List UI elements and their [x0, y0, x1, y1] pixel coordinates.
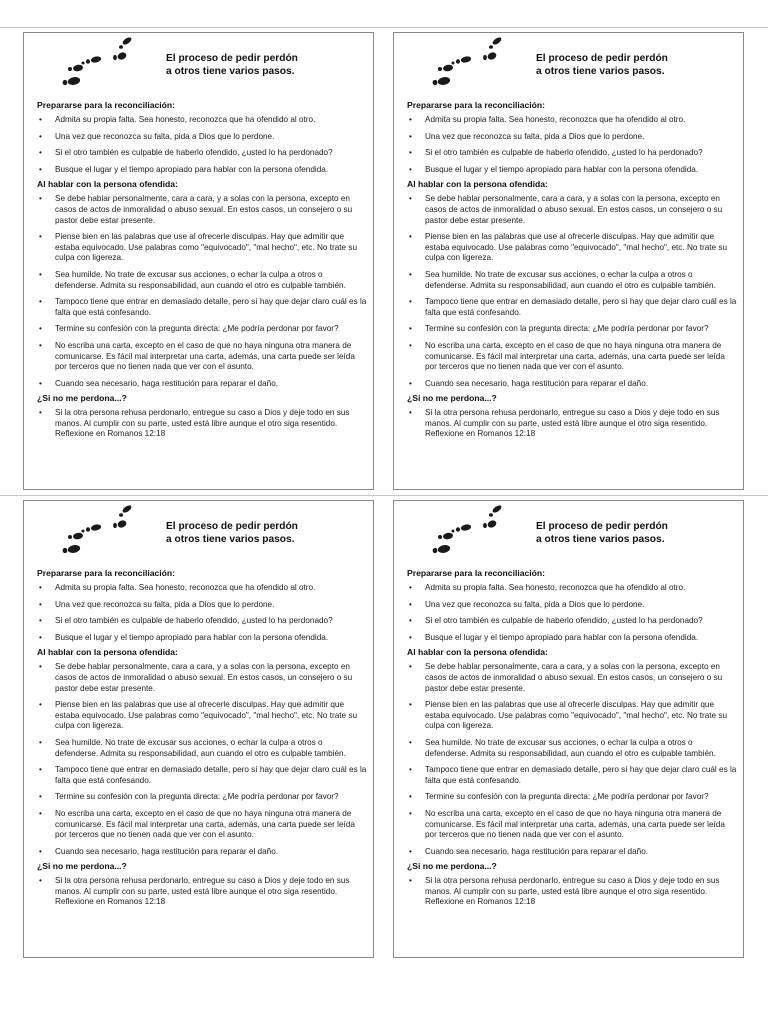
bullet: • [39, 148, 42, 158]
bullet: • [39, 297, 42, 307]
list-item: • Cuando sea necesario, haga restitución para reparar el daño. [39, 378, 279, 388]
pamphlet-card [23, 32, 374, 490]
section-heading: Al hablar con la persona ofendida: [37, 179, 178, 190]
bullet: • [39, 269, 42, 279]
bullet: • [39, 792, 42, 802]
bullet: • [409, 792, 412, 802]
section-heading: Prepararse para la reconciliación: [37, 100, 176, 110]
bullet: • [39, 115, 42, 124]
bullet: • [39, 846, 42, 856]
bullet-list [37, 194, 367, 389]
list-item: • Si la otra persona rehusa perdonarlo, entregue su caso a Dios y deje todo en sus manos. Al cumplir con su parte, usted está libre aunque el otro siga resentido. Reflexione en Romanos 12:18 [39, 408, 350, 439]
list-item: • Cuando sea necesario, haga restitución para reparar el daño. [409, 846, 649, 856]
list-item: • Cuando sea necesario, haga restitución para reparar el daño. [39, 846, 279, 856]
bullet: • [39, 378, 42, 388]
list-item: • Tampoco tiene que entrar en demasiado detalle, pero sí hay que dejar claro cuál es la falta que está confesando. [409, 765, 737, 785]
cut-line-middle [0, 495, 768, 496]
list-item: • Admita su propia falta. Sea honesto, reconozca que ha ofendido al otro. [39, 583, 316, 592]
bullet: • [39, 662, 42, 672]
bullet-list [37, 408, 367, 440]
list-item: • Piense bien en las palabras que use al ofrecerle disculpas. Hay que admitir que estaba equivocado. Use palabras como "equivocado", "mal hecho", etc. No trate su culpa con ligereza. [409, 232, 727, 263]
list-item: • Se debe hablar personalmente, cara a cara, y a solas con la persona, excepto en casos de actos de inmoralidad o abuso sexual. En estos casos, un consejero o su pastor debe estar presente. [409, 662, 723, 693]
list-item: • No escriba una carta, excepto en el caso de que no haya ninguna otra manera de comunicarse. Es fácil mal interpretar una carta, además, una carta puede ser leída por terceros que no tienen nada que ver con el asunto. [409, 808, 725, 840]
bullet-list [407, 876, 737, 908]
bullet: • [39, 340, 42, 350]
bullet: • [409, 340, 412, 350]
pamphlet-title: El proceso de pedir perdón a otros tiene varios pasos. [536, 521, 668, 545]
bullet-list [37, 662, 367, 857]
pamphlet-title: El proceso de pedir perdón a otros tiene varios pasos. [166, 521, 298, 545]
list-item: • Busque el lugar y el tiempo apropiado para hablar con la persona ofendida. [39, 164, 329, 174]
list-item: • Tampoco tiene que entrar en demasiado detalle, pero sí hay que dejar claro cuál es la falta que está confesando. [39, 765, 367, 785]
bullet: • [409, 131, 412, 141]
pamphlet-content [37, 568, 367, 914]
bullet: • [39, 131, 42, 141]
pamphlet-content [407, 100, 737, 446]
bullet: • [409, 765, 412, 775]
bullet: • [39, 194, 42, 204]
list-item: • Sea humilde. No trate de excusar sus acciones, o echar la culpa a otros o defenderse. Admita su responsabilidad, aun cuando el otro es culpable también. [409, 737, 716, 758]
list-item: • Piense bien en las palabras que use al ofrecerle disculpas. Hay que admitir que estaba equivocado. Use palabras como "equivocado", "mal hecho", etc. No trate su culpa con ligereza. [409, 700, 727, 731]
list-item: • Si la otra persona rehusa perdonarlo, entregue su caso a Dios y deje todo en sus manos. Al cumplir con su parte, usted está libre aunque el otro siga resentido. Reflexione en Romanos 12:18 [409, 876, 720, 907]
bullet: • [39, 408, 42, 418]
list-item: • Sea humilde. No trate de excusar sus acciones, o echar la culpa a otros o defenderse. Admita su responsabilidad, aun cuando el otro es culpable también. [39, 737, 346, 758]
bullet: • [39, 765, 42, 775]
list-item: • No escriba una carta, excepto en el caso de que no haya ninguna otra manera de comunicarse. Es fácil mal interpretar una carta, además, una carta puede ser leída por terceros que no tienen nada que ver con el asunto. [409, 340, 725, 372]
bullet-list [37, 583, 367, 643]
bullet-list [407, 115, 737, 175]
pamphlet-card [393, 32, 744, 490]
bullet: • [409, 808, 412, 818]
bullet: • [409, 616, 412, 626]
list-item: • Si la otra persona rehusa perdonarlo, entregue su caso a Dios y deje todo en sus manos. Al cumplir con su parte, usted está libre aunque el otro siga resentido. Reflexione en Romanos 12:18 [39, 876, 350, 907]
list-item: • Si el otro también es culpable de haberlo ofendido, ¿usted lo ha perdonado? [39, 616, 333, 626]
bullet: • [409, 115, 412, 124]
list-item: • Piense bien en las palabras que use al ofrecerle disculpas. Hay que admitir que estaba equivocado. Use palabras como "equivocado", "mal hecho", etc. No trate su culpa con ligereza. [39, 232, 357, 263]
list-item: • Sea humilde. No trate de excusar sus acciones, o echar la culpa a otros o defenderse. Admita su responsabilidad, aun cuando el otro es culpable también. [39, 269, 346, 290]
list-item: • Termine su confesión con la pregunta directa: ¿Me podría perdonar por favor? [39, 324, 339, 334]
bullet-list [407, 583, 737, 643]
list-item: • Busque el lugar y el tiempo apropiado para hablar con la persona ofendida. [409, 164, 699, 174]
bullet: • [409, 148, 412, 158]
cut-line-top [0, 27, 768, 28]
list-item: • No escriba una carta, excepto en el caso de que no haya ninguna otra manera de comunicarse. Es fácil mal interpretar una carta, además, una carta puede ser leída por terceros que no tienen nada que ver con el asunto. [39, 340, 355, 372]
list-item: • Busque el lugar y el tiempo apropiado para hablar con la persona ofendida. [39, 632, 329, 642]
list-item: • Una vez que reconozca su falta, pida a Dios que lo perdone. [409, 131, 645, 141]
pamphlet-title: El proceso de pedir perdón a otros tiene varios pasos. [536, 53, 668, 77]
list-item: • Tampoco tiene que entrar en demasiado detalle, pero sí hay que dejar claro cuál es la falta que está confesando. [39, 297, 367, 317]
list-item: • Si la otra persona rehusa perdonarlo, entregue su caso a Dios y deje todo en sus manos. Al cumplir con su parte, usted está libre aunque el otro siga resentido. Reflexione en Romanos 12:18 [409, 408, 720, 439]
section-heading: Prepararse para la reconciliación: [37, 568, 176, 578]
bullet: • [409, 599, 412, 609]
list-item: • Admita su propia falta. Sea honesto, reconozca que ha ofendido al otro. [409, 115, 686, 124]
section-heading: Prepararse para la reconciliación: [407, 100, 546, 110]
bullet: • [409, 194, 412, 204]
bullet: • [409, 876, 412, 886]
pamphlet-content [37, 100, 367, 446]
list-item: • Una vez que reconozca su falta, pida a Dios que lo perdone. [39, 599, 275, 609]
list-item: • Si el otro también es culpable de haberlo ofendido, ¿usted lo ha perdonado? [39, 148, 333, 158]
pamphlet-card [393, 500, 744, 958]
list-item: • Se debe hablar personalmente, cara a cara, y a solas con la persona, excepto en casos de actos de inmoralidad o abuso sexual. En estos casos, un consejero o su pastor debe estar presente. [39, 662, 353, 693]
bullet: • [409, 846, 412, 856]
bullet: • [409, 232, 412, 242]
footprints-icon [422, 503, 512, 555]
list-item: • Termine su confesión con la pregunta directa: ¿Me podría perdonar por favor? [409, 792, 709, 802]
pamphlet-card [23, 500, 374, 958]
footprints-icon [422, 35, 512, 87]
list-item: • Se debe hablar personalmente, cara a cara, y a solas con la persona, excepto en casos de actos de inmoralidad o abuso sexual. En estos casos, un consejero o su pastor debe estar presente. [39, 194, 353, 225]
section-heading: ¿Si no me perdona...? [37, 393, 127, 404]
section-heading: ¿Si no me perdona...? [407, 861, 497, 872]
bullet: • [409, 737, 412, 747]
footprints-icon [52, 35, 142, 87]
bullet: • [39, 876, 42, 886]
bullet: • [409, 700, 412, 710]
bullet: • [409, 378, 412, 388]
section-heading: Al hablar con la persona ofendida: [37, 647, 178, 658]
section-heading: Al hablar con la persona ofendida: [407, 647, 548, 658]
footprints-icon [52, 503, 142, 555]
list-item: • Si el otro también es culpable de haberlo ofendido, ¿usted lo ha perdonado? [409, 148, 703, 158]
list-item: • Una vez que reconozca su falta, pida a Dios que lo perdone. [39, 131, 275, 141]
list-item: • Si el otro también es culpable de haberlo ofendido, ¿usted lo ha perdonado? [409, 616, 703, 626]
bullet-list [37, 115, 367, 175]
bullet-list [407, 662, 737, 857]
section-heading: ¿Si no me perdona...? [37, 861, 127, 872]
pamphlet-title: El proceso de pedir perdón a otros tiene varios pasos. [166, 53, 298, 77]
list-item: • Se debe hablar personalmente, cara a cara, y a solas con la persona, excepto en casos de actos de inmoralidad o abuso sexual. En estos casos, un consejero o su pastor debe estar presente. [409, 194, 723, 225]
bullet: • [409, 632, 412, 642]
bullet: • [39, 583, 42, 592]
list-item: • Tampoco tiene que entrar en demasiado detalle, pero sí hay que dejar claro cuál es la falta que está confesando. [409, 297, 737, 317]
list-item: • Una vez que reconozca su falta, pida a Dios que lo perdone. [409, 599, 645, 609]
bullet: • [409, 583, 412, 592]
list-item: • Admita su propia falta. Sea honesto, reconozca que ha ofendido al otro. [39, 115, 316, 124]
bullet: • [39, 232, 42, 242]
section-heading: Prepararse para la reconciliación: [407, 568, 546, 578]
list-item: • No escriba una carta, excepto en el caso de que no haya ninguna otra manera de comunicarse. Es fácil mal interpretar una carta, además, una carta puede ser leída por terceros que no tienen nada que ver con el asunto. [39, 808, 355, 840]
bullet-list [407, 408, 737, 440]
bullet-list [37, 876, 367, 908]
list-item: • Termine su confesión con la pregunta directa: ¿Me podría perdonar por favor? [409, 324, 709, 334]
list-item: • Cuando sea necesario, haga restitución para reparar el daño. [409, 378, 649, 388]
bullet: • [409, 324, 412, 334]
section-heading: Al hablar con la persona ofendida: [407, 179, 548, 190]
bullet: • [409, 408, 412, 418]
bullet: • [39, 737, 42, 747]
bullet: • [409, 164, 412, 174]
bullet: • [39, 164, 42, 174]
bullet-list [407, 194, 737, 389]
list-item: • Termine su confesión con la pregunta directa: ¿Me podría perdonar por favor? [39, 792, 339, 802]
bullet: • [39, 616, 42, 626]
list-item: • Admita su propia falta. Sea honesto, reconozca que ha ofendido al otro. [409, 583, 686, 592]
bullet: • [39, 808, 42, 818]
bullet: • [39, 632, 42, 642]
bullet: • [39, 700, 42, 710]
bullet: • [409, 662, 412, 672]
bullet: • [409, 269, 412, 279]
list-item: • Sea humilde. No trate de excusar sus acciones, o echar la culpa a otros o defenderse. Admita su responsabilidad, aun cuando el otro es culpable también. [409, 269, 716, 290]
pamphlet-content [407, 568, 737, 914]
list-item: • Piense bien en las palabras que use al ofrecerle disculpas. Hay que admitir que estaba equivocado. Use palabras como "equivocado", "mal hecho", etc. No trate su culpa con ligereza. [39, 700, 357, 731]
bullet: • [39, 599, 42, 609]
section-heading: ¿Si no me perdona...? [407, 393, 497, 404]
bullet: • [39, 324, 42, 334]
list-item: • Busque el lugar y el tiempo apropiado para hablar con la persona ofendida. [409, 632, 699, 642]
bullet: • [409, 297, 412, 307]
